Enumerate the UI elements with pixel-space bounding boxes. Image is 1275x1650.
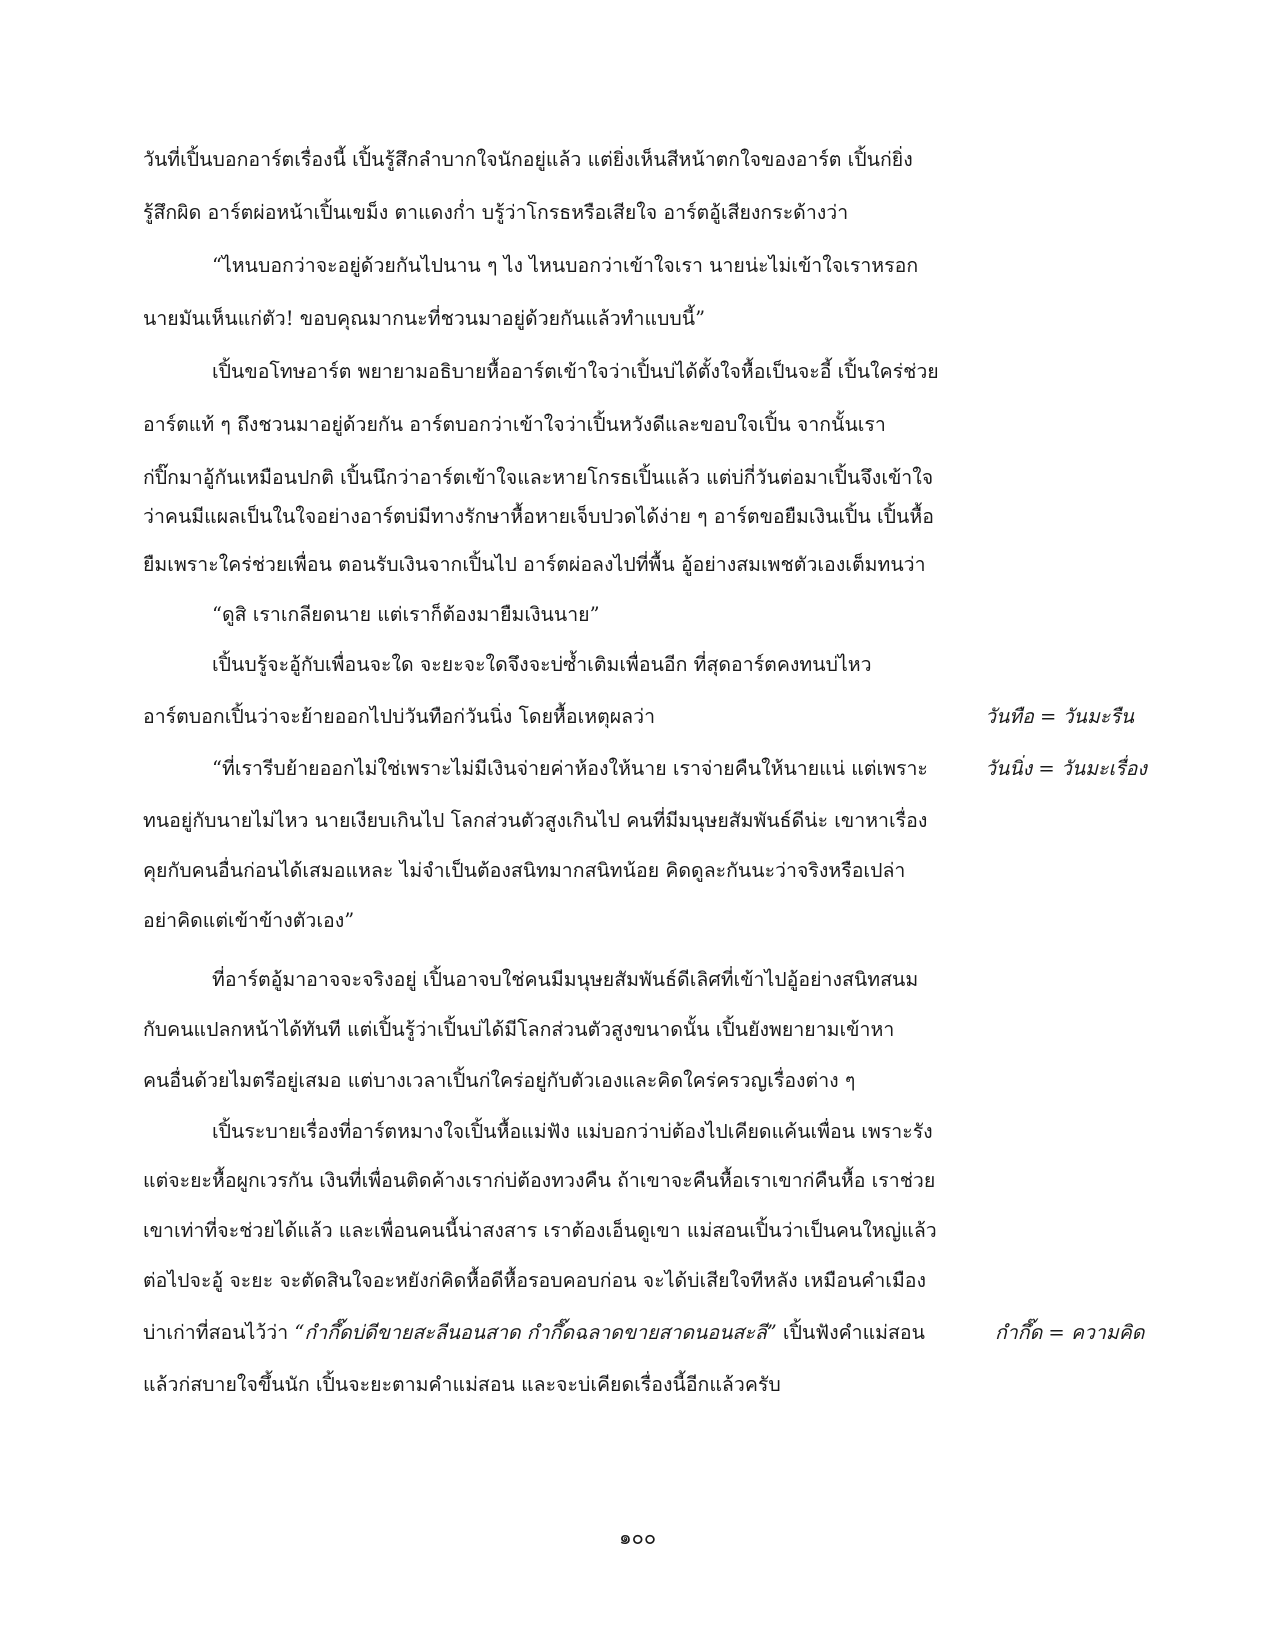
- body-line: เปิ้นบรู้จะอู้กับเพื่อนจะใด จะยะจะใดจึงจะบ่ซ้ำเติมเพื่อนอีก ที่สุดอาร์ตคงทนบ่ไหว: [212, 653, 872, 676]
- margin-note: กำกึ๊ด = ความคิด: [995, 1321, 1145, 1344]
- dialogue-line: “ดูสิ เราเกลียดนาย แต่เราก็ต้องมายืมเงินนาย”: [212, 603, 600, 626]
- proverb-line-before: บ่าเก่าที่สอนไว้ว่า: [143, 1321, 295, 1344]
- body-line: รู้สึกผิด อาร์ตผ่อหน้าเปิ้นเขม็ง ตาแดงก่ำ บรู้ว่าโกรธหรือเสียใจ อาร์ตอู้เสียงกระด้างว่า: [143, 201, 849, 224]
- body-line: เปิ้นระบายเรื่องที่อาร์ตหมางใจเปิ้นหื้อแม่ฟัง แม่บอกว่าบ่ต้องไปเคียดแค้นเพื่อน เพราะรัง: [212, 1120, 933, 1143]
- page-number: ๑๐๐: [618, 1525, 657, 1549]
- dialogue-line: ทนอยู่กับนายไม่ไหว นายเงียบเกินไป โลกส่วนตัวสูงเกินไป คนที่มีมนุษยสัมพันธ์ดีน่ะ เขาหาเรื่อง: [143, 809, 928, 832]
- body-line: คนอื่นด้วยไมตรีอยู่เสมอ แต่บางเวลาเปิ้นก่ใคร่อยู่กับตัวเองและคิดใคร่ครวญเรื่องต่าง ๆ: [143, 1069, 856, 1092]
- body-line: ว่าคนมีแผลเป็นในใจอย่างอาร์ตบ่มีทางรักษาหื้อหายเจ็บปวดได้ง่าย ๆ อาร์ตขอยืมเงินเปิ้น เปิ้นหื้อ: [143, 505, 934, 528]
- body-line: ที่อาร์ตอู้มาอาจจะจริงอยู่ เปิ้นอาจบใช่คนมีมนุษยสัมพันธ์ดีเลิศที่เข้าไปอู้อย่างสนิทสนม: [212, 968, 919, 991]
- body-line: อาร์ตแท้ ๆ ถึงชวนมาอยู่ด้วยกัน อาร์ตบอกว่าเข้าใจว่าเปิ้นหวังดีและขอบใจเปิ้น จากนั้นเรา: [143, 413, 886, 436]
- body-line: แล้วก่สบายใจขึ้นนัก เปิ้นจะยะตามคำแม่สอน และจะบ่เคียดเรื่องนี้อีกแล้วครับ: [143, 1373, 781, 1396]
- dialogue-line: อย่าคิดแต่เข้าข้างตัวเอง”: [143, 909, 355, 932]
- proverb-line: [143, 1318, 1023, 1348]
- margin-note: วันทือ = วันมะรืน: [985, 705, 1134, 728]
- proverb-line-after: เปิ้นฟังคำแม่สอน: [776, 1321, 925, 1344]
- body-line: ยืมเพราะใคร่ช่วยเพื่อน ตอนรับเงินจากเปิ้นไป อาร์ตผ่อลงไปที่พื้น อู้อย่างสมเพชตัวเองเต็มทนว่า: [143, 553, 926, 576]
- body-line: ก่ปิ๊กมาอู้กันเหมือนปกติ เปิ้นนึกว่าอาร์ตเข้าใจและหายโกรธเปิ้นแล้ว แต่บ่กี่วันต่อมาเปิ้นจึงเข้าใจ: [143, 466, 934, 489]
- dialogue-line: “ไหนบอกว่าจะอยู่ด้วยกันไปนาน ๆ ไง ไหนบอกว่าเข้าใจเรา นายน่ะไม่เข้าใจเราหรอก: [212, 254, 919, 277]
- body-line: วันที่เปิ้นบอกอาร์ตเรื่องนี้ เปิ้นรู้สึกลำบากใจนักอยู่แล้ว แต่ยิ่งเห็นสีหน้าตกใจของอาร์ต เปิ้นก่ยิ่ง: [143, 148, 913, 171]
- dialogue-line: “ที่เรารีบย้ายออกไม่ใช่เพราะไม่มีเงินจ่ายค่าห้องให้นาย เราจ่ายคืนให้นายแน่ แต่เพราะ: [212, 757, 928, 780]
- body-line: เขาเท่าที่จะช่วยได้แล้ว และเพื่อนคนนี้น่าสงสาร เราต้องเอ็นดูเขา แม่สอนเปิ้นว่าเป็นคนใหญ่แล้ว: [143, 1219, 937, 1242]
- body-line: แต่จะยะหื้อผูกเวรกัน เงินที่เพื่อนติดค้างเราก่บ่ต้องทวงคืน ถ้าเขาจะคืนหื้อเราเขาก่คืนหื้อ เราช่วย: [143, 1169, 936, 1192]
- body-line: เปิ้นขอโทษอาร์ต พยายามอธิบายหื้ออาร์ตเข้าใจว่าเปิ้นบ่ได้ตั้งใจหื้อเป็นจะอี้ เปิ้นใคร่ช่วย: [212, 360, 939, 383]
- body-line: กับคนแปลกหน้าได้ทันที แต่เปิ้นรู้ว่าเปิ้นบ่ได้มีโลกส่วนตัวสูงขนาดนั้น เปิ้นยังพยายามเข้าหา: [143, 1018, 895, 1041]
- dialogue-line: นายมันเห็นแก่ตัว! ขอบคุณมากนะที่ชวนมาอยู่ด้วยกันแล้วทำแบบนี้”: [143, 307, 706, 330]
- body-line: อาร์ตบอกเปิ้นว่าจะย้ายออกไปบ่วันทือก่วันนิ่ง โดยหื้อเหตุผลว่า: [143, 705, 656, 728]
- body-line: ต่อไปจะอู้ จะยะ จะตัดสินใจอะหยังก่คิดหื้อดีหื้อรอบคอบก่อน จะได้บ่เสียใจทีหลัง เหมือนคำเมือง: [143, 1269, 927, 1292]
- margin-note: วันนิ่ง = วันมะเรื่อง: [985, 757, 1147, 780]
- dialogue-line: คุยกับคนอื่นก่อนได้เสมอแหละ ไม่จำเป็นต้องสนิทมากสนิทน้อย คิดดูละกันนะว่าจริงหรือเปล่า: [143, 859, 906, 882]
- proverb-quote: “กำกึ๊ดบ่ดีขายสะลีนอนสาด กำกึ๊ดฉลาดขายสาดนอนสะลี”: [294, 1321, 777, 1344]
